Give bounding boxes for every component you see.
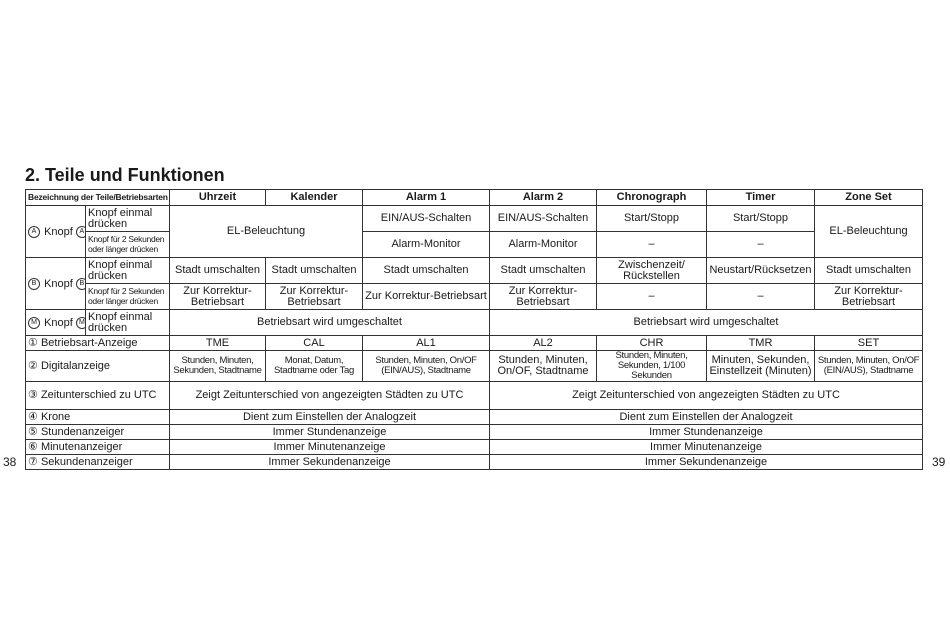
header-uhrzeit: Uhrzeit [170,190,266,206]
digital-text: Digitalanzeige [40,359,111,372]
knopf-a-alarm1-long: Alarm-Monitor [363,232,490,258]
utc-text: Zeitunterschied zu UTC [40,389,157,401]
knopf-a-alarm1-once: EIN/AUS-Schalten [363,206,490,232]
knopf-m-left: Betriebsart wird umgeschaltet [170,310,490,336]
betriebsart-text: Betriebsart-Anzeige [40,336,138,349]
utc-left: Zeigt Zeitunterschied von angezeigten Städten zu UTC [170,382,490,410]
header-zoneset: Zone Set [815,190,923,206]
betriebsart-cell: AL2 [490,336,597,351]
knopf-b-label [26,258,86,310]
krone-label [26,410,170,425]
circle-b-icon: B [28,278,40,290]
knopf-b-text: Knopf [44,277,73,290]
knopf-a-el-left: EL-Beleuchtung [170,206,363,258]
num-5-icon: ⑤ [28,425,38,438]
digital-cell: Stunden, Minuten, Sekunden, 1/100 Sekunden [597,351,707,382]
knopf-b-once-cell: Stadt umschalten [490,258,597,284]
knopf-a-label [26,206,86,258]
header-timer: Timer [707,190,815,206]
knopf-a-zone: EL-Beleuchtung [815,206,923,258]
knopf-a-text: Knopf [44,225,73,238]
sekunden-row [26,455,923,470]
knopf-b-once-cell: Zwischenzeit/ Rückstellen [597,258,707,284]
digital-cell: Minuten, Sekunden, Einstellzeit (Minuten) [707,351,815,382]
knopf-b-once-cell: Stadt umschalten [266,258,363,284]
num-7-icon: ⑦ [28,455,38,468]
krone-text: Krone [40,410,71,423]
stunden-label [26,425,170,440]
utc-right: Zeigt Zeitunterschied von angezeigten Städten zu UTC [490,382,923,410]
minuten-left: Immer Minutenanzeige [170,440,490,455]
knopf-m-row [26,310,923,336]
knopf-b-long-cell: Zur Korrektur-Betriebsart [490,284,597,310]
knopf-b-once-cell: Stadt umschalten [170,258,266,284]
knopf-a-press-once: Knopf einmal drücken [86,206,170,232]
knopf-a-timer-once: Start/Stopp [707,206,815,232]
betriebsart-cell: AL1 [363,336,490,351]
krone-left: Dient zum Einstellen der Analogzeit [170,410,490,425]
sekunden-right: Immer Sekundenanzeige [490,455,923,470]
circle-m-icon: M [28,317,40,329]
knopf-a-chrono-once: Start/Stopp [597,206,707,232]
knopf-a-alarm2-long: Alarm-Monitor [490,232,597,258]
betriebsart-label [26,336,170,351]
num-6-icon: ⑥ [28,440,38,453]
minuten-right: Immer Minutenanzeige [490,440,923,455]
minuten-label [26,440,170,455]
knopf-b-once-cell: Neustart/Rücksetzen [707,258,815,284]
knopf-b-long-cell: Zur Korrektur-Betriebsart [363,284,490,310]
digital-cell: Stunden, Minuten, Sekunden, Stadtname [170,351,266,382]
header-alarm2: Alarm 2 [490,190,597,206]
betriebsart-row [26,336,923,351]
digital-cell: Stunden, Minuten, On/OF (EIN/AUS), Stadtname [363,351,490,382]
header-parts-modes: Bezeichnung der Teile/Betriebsarten [26,190,170,206]
knopf-a-timer-long: – [707,232,815,258]
num-3-icon: ③ [28,389,38,401]
knopf-b-long-cell: – [597,284,707,310]
num-2-icon: ② [28,359,38,372]
knopf-b-once-cell: Stadt umschalten [363,258,490,284]
header-chronograph: Chronograph [597,190,707,206]
knopf-a-alarm2-once: EIN/AUS-Schalten [490,206,597,232]
digital-cell: Stunden, Minuten, On/OF (EIN/AUS), Stadtname [815,351,923,382]
stunden-right: Immer Stundenanzeige [490,425,923,440]
knopf-b-once-row [26,258,923,284]
knopf-b-long-cell: Zur Korrektur-Betriebsart [170,284,266,310]
section-title: 2. Teile und Funktionen [25,165,225,185]
circle-a-icon: A [76,226,86,238]
digital-row [26,351,923,382]
num-4-icon: ④ [28,410,38,423]
knopf-a-once-row [26,206,923,232]
circle-a-icon: A [28,226,40,238]
num-1-icon: ① [28,336,38,349]
page-number-right: 39 [932,455,946,469]
knopf-m-label [26,310,86,336]
stunden-row [26,425,923,440]
stunden-left: Immer Stundenanzeige [170,425,490,440]
knopf-b-long-row [26,284,923,310]
header-kalender: Kalender [266,190,363,206]
minuten-text: Minutenanzeiger [40,440,123,453]
betriebsart-cell: SET [815,336,923,351]
betriebsart-cell: TMR [707,336,815,351]
digital-label [26,351,170,382]
knopf-b-press-once: Knopf einmal drücken [86,258,170,284]
betriebsart-cell: CAL [266,336,363,351]
circle-m-icon: M [76,317,86,329]
stunden-text: Stundenanzeiger [40,425,125,438]
knopf-m-press-once: Knopf einmal drücken [86,310,170,336]
knopf-b-once-cell: Stadt umschalten [815,258,923,284]
knopf-b-long-cell: Zur Korrektur-Betriebsart [815,284,923,310]
knopf-a-press-long: Knopf für 2 Sekunden oder länger drücken [86,232,170,258]
knopf-b-press-long: Knopf für 2 Sekunden oder länger drücken [86,284,170,310]
betriebsart-cell: TME [170,336,266,351]
sekunden-left: Immer Sekundenanzeige [170,455,490,470]
sekunden-label [26,455,170,470]
krone-row [26,410,923,425]
utc-label [26,382,170,410]
knopf-b-long-cell: – [707,284,815,310]
knopf-m-text: Knopf [44,316,73,329]
digital-cell: Monat, Datum, Stadtname oder Tag [266,351,363,382]
sekunden-text: Sekundenanzeiger [40,455,133,468]
knopf-a-long-row [26,232,923,258]
knopf-b-long-cell: Zur Korrektur-Betriebsart [266,284,363,310]
page-number-left: 38 [3,455,17,469]
utc-row [26,382,923,410]
parts-functions-table [25,189,923,470]
circle-b-icon: B [76,278,86,290]
digital-cell: Stunden, Minuten, On/OF, Stadtname [490,351,597,382]
minuten-row [26,440,923,455]
betriebsart-cell: CHR [597,336,707,351]
header-alarm1: Alarm 1 [363,190,490,206]
header-row [26,190,923,206]
knopf-a-chrono-long: – [597,232,707,258]
knopf-m-right: Betriebsart wird umgeschaltet [490,310,923,336]
krone-right: Dient zum Einstellen der Analogzeit [490,410,923,425]
